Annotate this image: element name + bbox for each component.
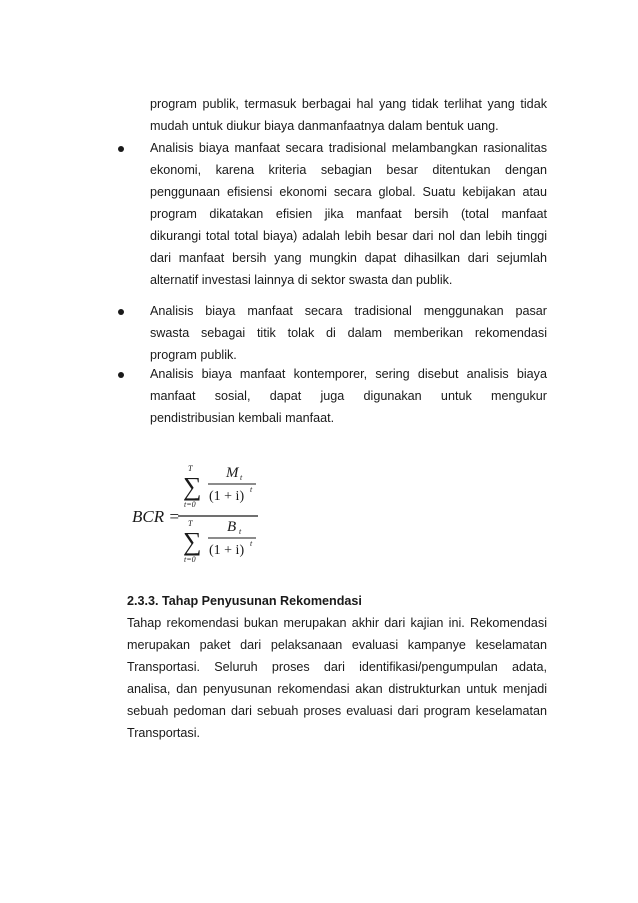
section-heading: 2.3.3. Tahap Penyusunan Rekomendasi <box>127 594 362 608</box>
subscript: t <box>240 473 243 482</box>
exponent: t <box>250 539 253 548</box>
bullet-item-1 <box>150 137 547 291</box>
text-line: Analisis biaya manfaat secara tradisional melambangkan rasionalitas <box>150 141 547 155</box>
denominator-term: B <box>227 519 237 535</box>
lower-limit: t=0 <box>184 500 196 509</box>
text-line: dari manfaat bersih yang mungkin dapat dihasilkan dari sejumlah <box>150 251 547 265</box>
formula-lhs: BCR = <box>132 507 180 526</box>
discount-term: (1 + i) <box>209 543 245 558</box>
text-line: program dikatakan efisien jika manfaat bersih (total manfaat <box>150 207 547 221</box>
text-line: penggunaan efisiensi ekonomi secara global. Suatu kebijakan atau <box>150 185 547 199</box>
sum-symbol: ∑ <box>183 472 202 501</box>
text-line: ekonomi, karena kriteria sebagian besar ditentukan dengan <box>150 163 547 177</box>
text-line: Tahap rekomendasi bukan merupakan akhir dari kajian ini. Rekomendasi <box>127 616 547 630</box>
text-line: Transportasi. Seluruh proses dari identifikasi/pengumpulan adata, <box>127 660 547 674</box>
text-line: pendistribusian kembali manfaat. <box>150 411 335 425</box>
bcr-formula <box>130 463 280 571</box>
bullet-icon <box>118 372 124 378</box>
text-line: Analisis biaya manfaat kontemporer, sering disebut analisis biaya <box>150 367 547 381</box>
lower-limit: t=0 <box>184 555 196 564</box>
bullet-icon <box>118 146 124 152</box>
numerator-term: M <box>226 465 239 481</box>
text-line: Analisis biaya manfaat secara tradisional menggunakan pasar <box>150 304 547 318</box>
text-line: dikurangi total total biaya) adalah lebih besar dari nol dan lebih tinggi <box>150 229 547 243</box>
text-line: analisa, dan penyusunan rekomendasi akan distrukturkan untuk menjadi <box>127 682 547 696</box>
bullet-item-2 <box>150 300 547 366</box>
text-line: sebuah pedoman dari sebuah proses evaluasi dari program keselamatan <box>127 704 547 718</box>
text-line: merupakan paket dari pelaksanaan evaluasi kampanye keselamatan <box>127 638 547 652</box>
upper-limit: T <box>188 464 193 473</box>
text-line: alternatif investasi lainnya di sektor swasta dan publik. <box>150 273 453 287</box>
continuation-text <box>150 93 547 137</box>
text-line: Transportasi. <box>127 726 201 740</box>
bullet-icon <box>118 309 124 315</box>
text-line: program publik. <box>150 348 237 362</box>
bullet-item-3 <box>150 363 547 429</box>
subscript: t <box>239 527 242 536</box>
upper-limit: T <box>188 519 193 528</box>
text-line: mudah untuk diukur biaya danmanfaatnya dalam bentuk uang. <box>150 119 499 133</box>
text-line: swasta sebagai titik tolak di dalam memberikan rekomendasi <box>150 326 547 340</box>
exponent: t <box>250 485 253 494</box>
sum-symbol: ∑ <box>183 527 202 556</box>
text-line: program publik, termasuk berbagai hal yang tidak terlihat yang tidak <box>150 97 547 111</box>
section-paragraph <box>127 612 547 744</box>
discount-term: (1 + i) <box>209 489 245 504</box>
text-line: manfaat sosial, dapat juga digunakan untuk mengukur <box>150 389 547 403</box>
